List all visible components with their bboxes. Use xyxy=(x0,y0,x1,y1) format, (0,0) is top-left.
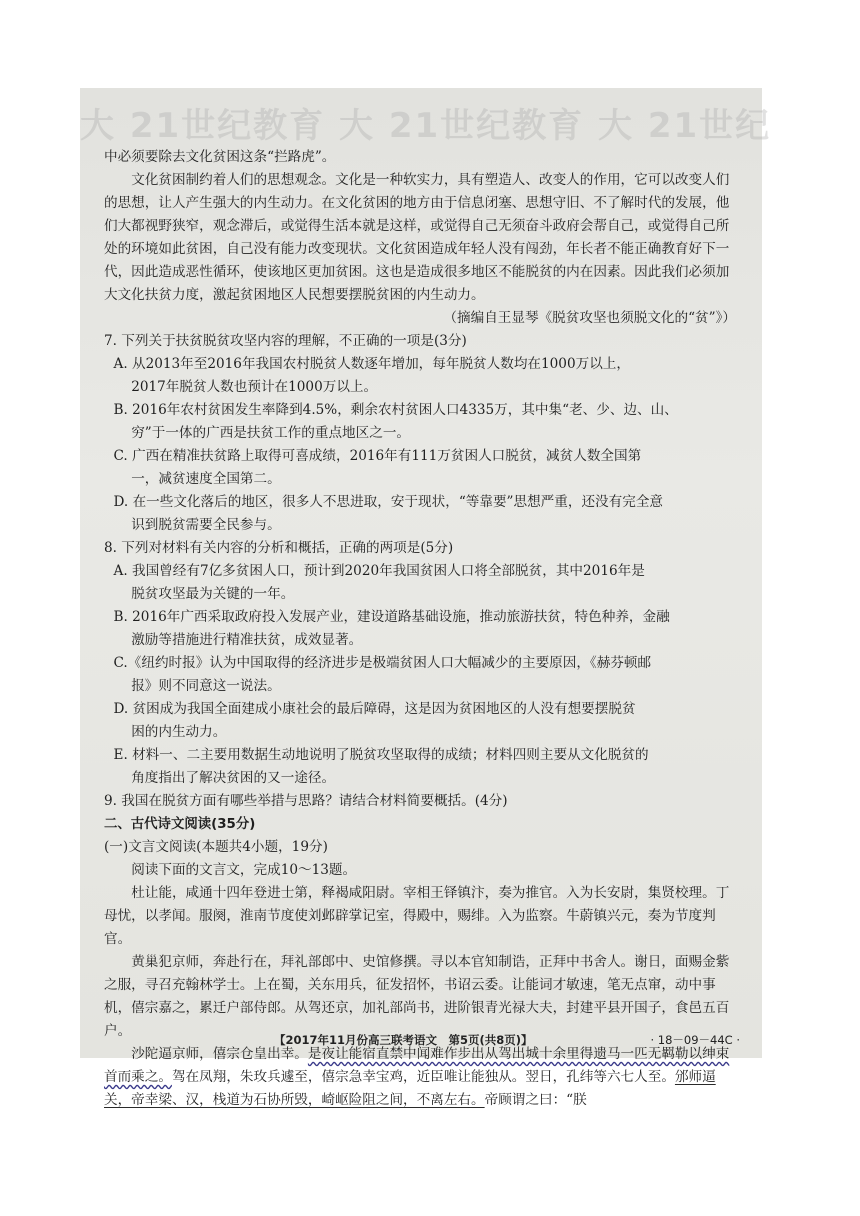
passage-source: （摘编自王显琴《脱贫攻坚也须脱文化的“贫”》） xyxy=(443,310,736,326)
passage-line: 中必须要除去文化贫困这条“拦路虎”。 xyxy=(104,149,336,165)
q8-option-d-cont: 困的内生动力。 xyxy=(131,724,227,740)
q8-option-c: C.《纽约时报》认为中国取得的经济进步是极端贫困人口大幅减少的主要原因，《赫芬顿邮 xyxy=(113,655,652,671)
q7-option-b: B. 2016年农村贫困发生率降到4.5%，剩余农村贫困人口4335万，其中集“老、少、边、山、 xyxy=(113,402,678,418)
wavy-underlined-sentence: 是夜让能宿直禁中闻难作步出从驾出城十余里得遗马一匹无羁勒以绅束首而乘之。 xyxy=(104,1046,730,1085)
footer-code: · 18－09－44C · xyxy=(650,1033,740,1047)
q8-option-b-cont: 激励等措施进行精准扶贫，成效显著。 xyxy=(131,632,363,648)
q7-option-b-cont: 穷”于一体的广西是扶贫工作的重点地区之一。 xyxy=(131,425,411,441)
footer-exam-info: 【2017年11月份高三联考语文 第5页(共8页)】 xyxy=(274,1033,533,1047)
page-footer xyxy=(104,1032,740,1052)
question-7-stem: 7. 下列关于扶贫脱贫攻坚内容的理解，不正确的一项是(3分) xyxy=(104,333,467,349)
q7-option-d: D. 在一些文化落后的地区，很多人不思进取，安于现状，“等靠要”思想严重，还没有完全意 xyxy=(113,494,664,510)
question-9: 9. 我国在脱贫方面有哪些举措与思路？请结合材料简要概括。(4分) xyxy=(104,793,508,809)
q7-option-c-cont: 一，减贫速度全国第二。 xyxy=(131,471,281,487)
underlined-sentence: 邠师逼关，帝幸梁、汉，栈道为石协所毁，崎岖险阻之间，不离左右。 xyxy=(104,1069,716,1108)
q7-option-a-cont: 2017年脱贫人数也预计在1000万以上。 xyxy=(131,379,378,395)
question-8-stem: 8. 下列对材料有关内容的分析和概括，正确的两项是(5分) xyxy=(104,540,454,556)
classical-text: 驾在凤翔，朱玫兵遽至，僖宗急幸宝鸡，近臣唯让能独从。翌日，孔纬等六七人至。 xyxy=(171,1069,675,1085)
passage-paragraph: 文化贫困制约着人们的思想观念。文化是一种软实力，具有塑造人、改变人的作用，它可以改变人们的思想，让人产生强大的内生动力。在文化贫困的地方由于信息闭塞、思想守旧、不了解时代的发展，他们大都视野狭窄，观念滞后，或觉得生活本就是这样，或觉得自己无须奋斗政府会帮自己，或觉得自己所处的环境如此贫困，自己没有能力改变现状。文化贫困造成年轻人没有闯劲，年长者不能正确教育好下一代，因此造成恶性循环，使该地区更加贫困。这也是造成很多地区不能脱贫的内在因素。因此我们必须加大文化扶贫力度，激起贫困地区人民想要摆脱贫困的内生动力。 xyxy=(104,172,730,303)
q8-option-e: E. 材料一、二主要用数据生动地说明了脱贫攻坚取得的成绩；材料四则主要从文化脱贫的 xyxy=(113,747,649,763)
q8-option-b: B. 2016年广西采取政府投入发展产业，建设道路基础设施，推动旅游扶贫，特色种养，金融 xyxy=(113,609,670,625)
classical-paragraph-3 xyxy=(104,1043,740,1112)
classical-text: 帝顾谓之曰：“朕 xyxy=(484,1092,587,1108)
q7-option-d-cont: 识到脱贫需要全民参与。 xyxy=(131,517,281,533)
classical-paragraph-2: 黄巢犯京师，奔赴行在，拜礼部郎中、史馆修撰。寻以本官知制诰，正拜中书舍人。谢日，面赐金紫之服，寻召充翰林学士。上在蜀，关东用兵，征发招怀，书诏云委。让能词才敏速，笔无点窜，动中事机，僖宗嘉之，累迁户部侍郎。从驾还京，加礼部尚书，进阶银青光禄大夫，封建平县开国子，食邑五百户。 xyxy=(104,954,730,1039)
page-content xyxy=(104,146,740,1112)
section-2-subtitle: (一)文言文阅读(本题共4小题，19分) xyxy=(104,839,328,855)
classical-paragraph-1: 杜让能，咸通十四年登进士第，释褐咸阳尉。宰相王铎镇汴，奏为推官。入为长安尉，集贤校理。丁母忧，以孝闻。服阕，淮南节度使刘邺辟掌记室，得殿中，赐绯。入为监察。牛蔚镇兴元，奏为节度判官。 xyxy=(104,885,730,947)
q8-option-e-cont: 角度指出了解决贫困的又一途径。 xyxy=(131,770,336,786)
q8-option-a-cont: 脱贫攻坚最为关键的一年。 xyxy=(131,586,295,602)
section-2-title: 二、古代诗文阅读(35分) xyxy=(104,817,256,832)
scanned-page-photo xyxy=(80,88,772,1108)
q8-option-a: A. 我国曾经有7亿多贫困人口，预计到2020年我国贫困人口将全部脱贫，其中2016年是 xyxy=(113,563,645,579)
section-2-instruction: 阅读下面的文言文，完成10～13题。 xyxy=(131,862,357,878)
classical-text: 沙陀逼京师，僖宗仓皇出幸。 xyxy=(131,1046,308,1062)
watermark: 大 21世纪教育 大 21世纪教育 大 21世纪 xyxy=(80,106,772,146)
q8-option-d: D. 贫困成为我国全面建成小康社会的最后障碍，这是因为贫困地区的人没有想要摆脱贫 xyxy=(113,701,636,717)
q7-option-c: C. 广西在精准扶贫路上取得可喜成绩，2016年有111万贫困人口脱贫，减贫人数全国第 xyxy=(113,448,642,464)
q7-option-a: A. 从2013年至2016年我国农村脱贫人数逐年增加，每年脱贫人数均在1000万以上， xyxy=(113,356,630,372)
q8-option-c-cont: 报》则不同意这一说法。 xyxy=(131,678,281,694)
